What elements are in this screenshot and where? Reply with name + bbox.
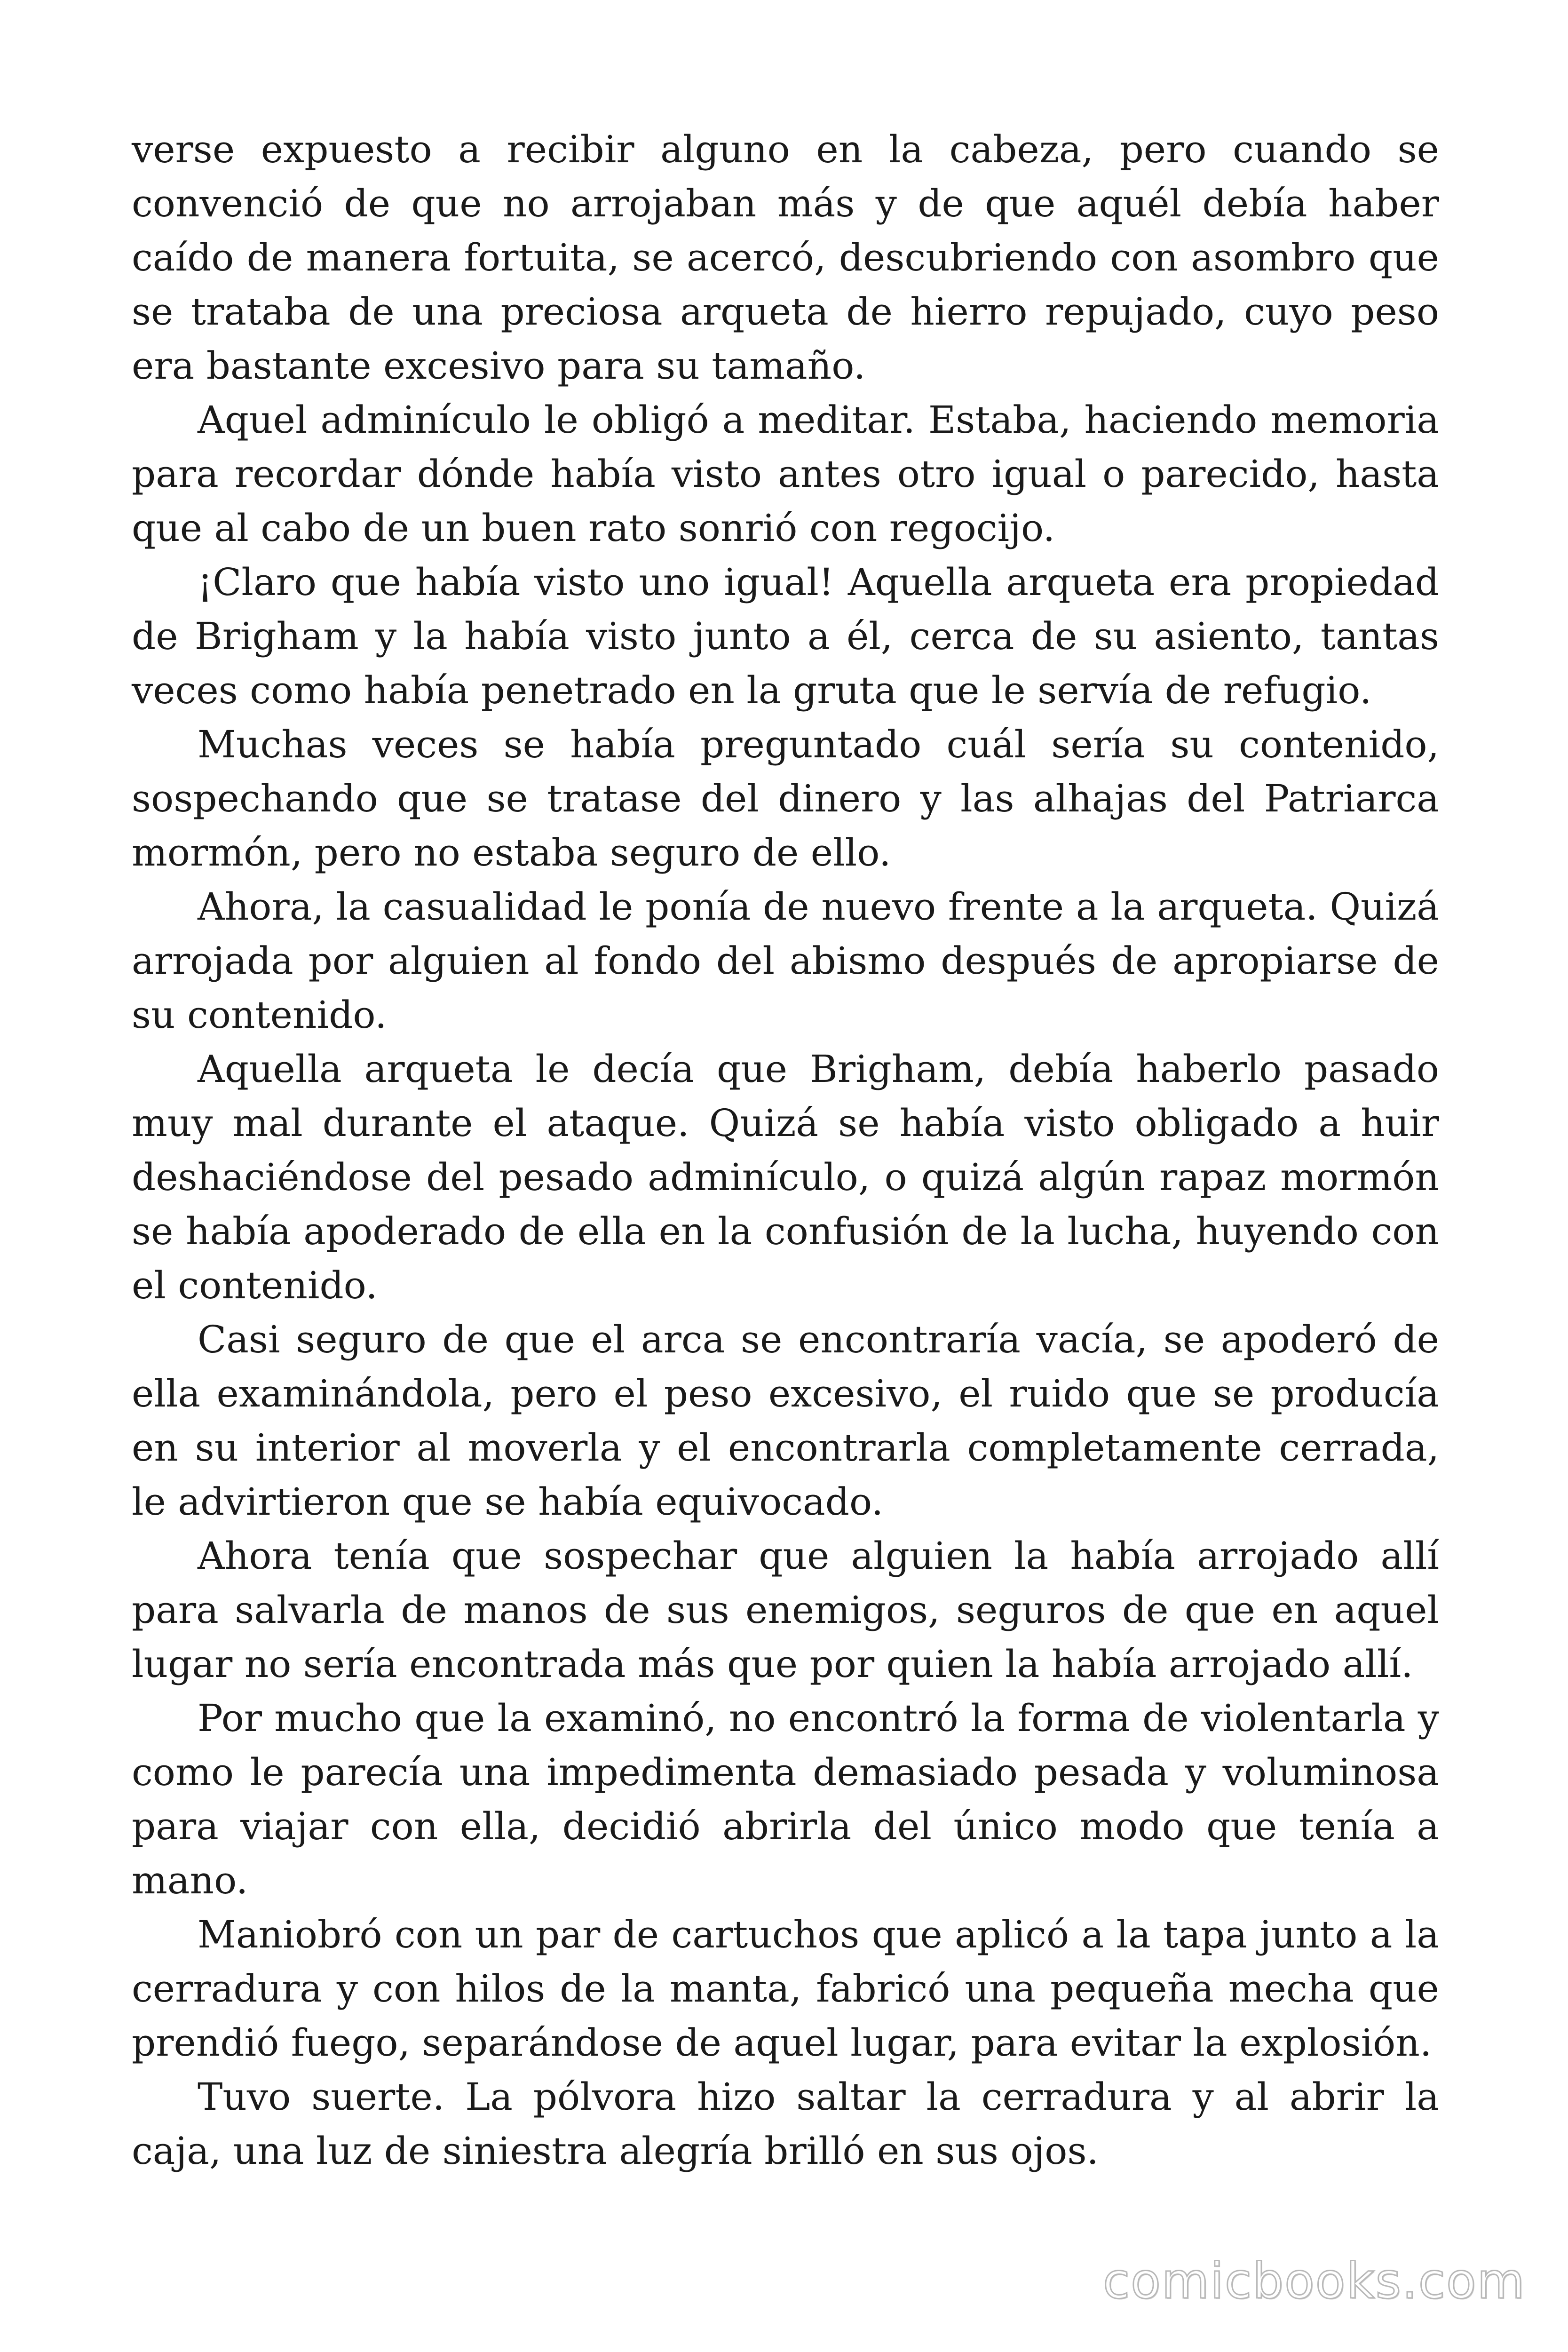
paragraph-9: Por mucho que la examinó, no encontró la forma de violentarla y como le parecía una impedimenta demasiado pesada y voluminosa para viajar con ella, decidió abrirla del único modo que tenía a mano. — [132, 1696, 1439, 1902]
paragraph-10: Maniobró con un par de cartuchos que aplicó a la tapa junto a la cerradura y con hilos de la manta, fabricó una pequeña mecha que prendió fuego, separándose de aquel lugar, para evitar la explosión. — [132, 1913, 1439, 2065]
paragraph-5: Ahora, la casualidad le ponía de nuevo frente a la arqueta. Quizá arrojada por alguien al fondo del abismo después de apropiarse de su contenido. — [132, 885, 1439, 1037]
paragraph-1: verse expuesto a recibir alguno en la cabeza, pero cuando se convenció de que no arrojaban más y de que aquél debía haber caído de manera fortuita, se acercó, descubriendo con asombro que se trataba de una preciosa arqueta de hierro repujado, cuyo peso era bastante excesivo para su tamaño. — [132, 127, 1439, 388]
paragraph-6: Aquella arqueta le decía que Brigham, debía haberlo pasado muy mal durante el ataque. Quizá se había visto obligado a huir deshaciéndose del pesado adminículo, o quizá algún rapaz mormón se había apoderado de ella en la confusión de la lucha, huyendo con el contenido. — [132, 1047, 1439, 1307]
book-page-text — [132, 122, 1439, 2178]
paragraph-11: Tuvo suerte. La pólvora hizo saltar la cerradura y al abrir la caja, una luz de siniestra alegría brilló en sus ojos. — [132, 2075, 1439, 2173]
paragraph-2: Aquel adminículo le obligó a meditar. Estaba, haciendo memoria para recordar dónde había visto antes otro igual o parecido, hasta que al cabo de un buen rato sonrió con regocijo. — [132, 398, 1439, 550]
paragraph-8: Ahora tenía que sospechar que alguien la había arrojado allí para salvarla de manos de sus enemigos, seguros de que en aquel lugar no sería encontrada más que por quien la había arrojado allí. — [132, 1534, 1439, 1686]
paragraph-4: Muchas veces se había preguntado cuál sería su contenido, sospechando que se tratase del dinero y las alhajas del Patriarca mormón, pero no estaba seguro de ello. — [132, 723, 1439, 874]
paragraph-3: ¡Claro que había visto uno igual! Aquella arqueta era propiedad de Brigham y la había visto junto a él, cerca de su asiento, tantas veces como había penetrado en la gruta que le servía de refugio. — [132, 560, 1439, 712]
watermark-logo: comicbooks.com — [1102, 2252, 1526, 2310]
paragraph-7: Casi seguro de que el arca se encontraría vacía, se apoderó de ella examinándola, pero el peso excesivo, el ruido que se producía en su interior al moverla y el encontrarla completamente cerrada, le advirtieron que se había equivocado. — [132, 1318, 1439, 1524]
